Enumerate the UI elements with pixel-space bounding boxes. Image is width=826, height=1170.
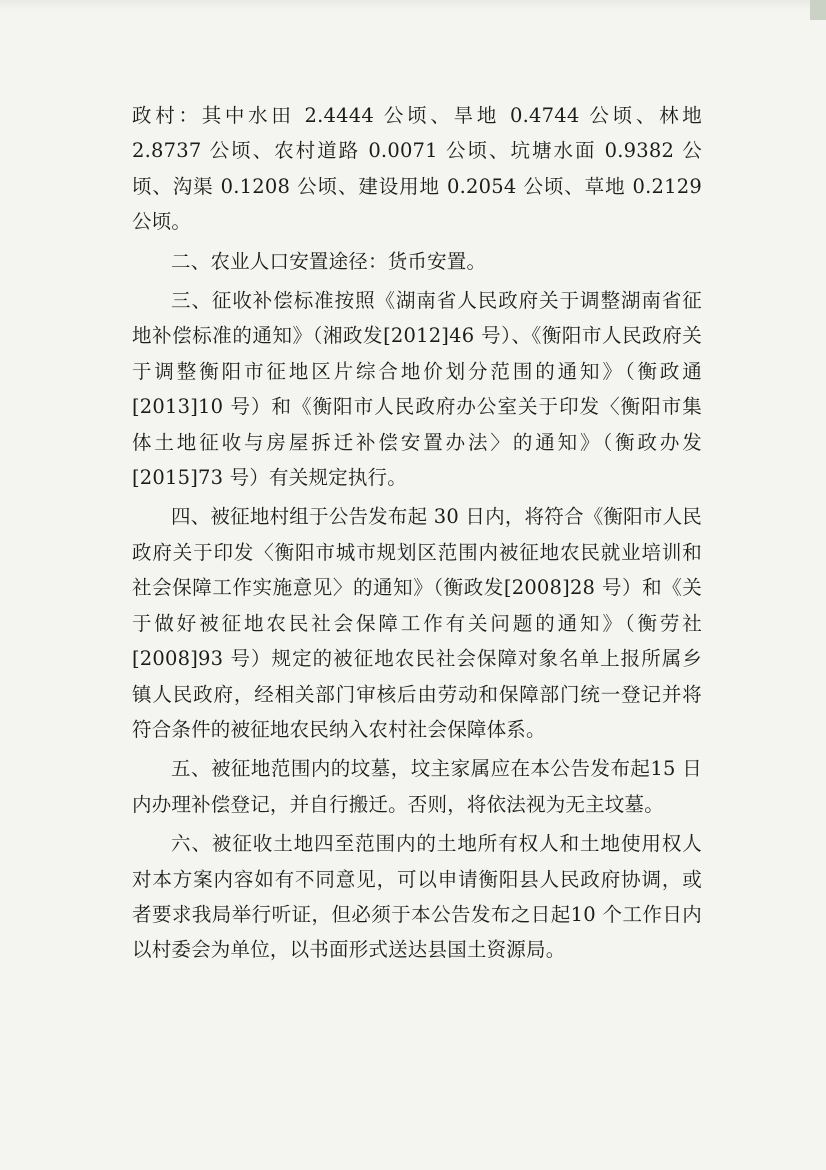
paragraph-objections: 六、被征收土地四至范围内的土地所有权人和土地使用权人对本方案内容如有不同意见，可以申请衡阳县人民政府协调，或者要求我局举行听证，但必须于本公告发布之日起10 个工作日内以村委会为单位，以书面形式送达县国土资源局。 — [132, 832, 702, 962]
paragraph-graves: 五、被征地范围内的坟墓，坟主家属应在本公告发布起15 日内办理补偿登记，并自行搬迁。否则，将依法视为无主坟墓。 — [132, 757, 702, 816]
paragraph-land-types: 政村：其中水田 2.4444 公顷、旱地 0.4744 公顷、林地 2.8737 公顷、农村道路 0.0071 公顷、坑塘水面 0.9382 公顷、沟渠 0.1208 公顷、建设用地 0.2054 公顷、草地 0.2129 公顷。 — [132, 104, 702, 234]
scan-corner-mark — [810, 0, 826, 20]
paragraph-compensation-standard: 三、征收补偿标准按照《湖南省人民政府关于调整湖南省征地补偿标准的通知》（湘政发[2012]46 号）、《衡阳市人民政府关于调整衡阳市征地区片综合地价划分范围的通知》（衡政通[2013]10 号）和《衡阳市人民政府办公室关于印发〈衡阳市集体土地征收与房屋拆迁补偿安置办法〉的通知》（衡政办发[2015]73 号）有关规定执行。 — [132, 289, 702, 490]
scan-edge — [0, 0, 826, 10]
document-body — [132, 98, 702, 972]
paragraph-resettlement: 二、农业人口安置途径：货币安置。 — [171, 249, 487, 273]
paragraph-social-security: 四、被征地村组于公告发布起 30 日内，将符合《衡阳市人民政府关于印发〈衡阳市城市规划区范围内被征地农民就业培训和社会保障工作实施意见〉的通知》（衡政发[2008]28 号）和《关于做好被征地农民社会保障工作有关问题的通知》（衡劳社[2008]93 号）规定的被征地农民社会保障对象名单上报所属乡镇人民政府，经相关部门审核后由劳动和保障部门统一登记并将符合条件的被征地农民纳入农村社会保障体系。 — [132, 505, 702, 741]
